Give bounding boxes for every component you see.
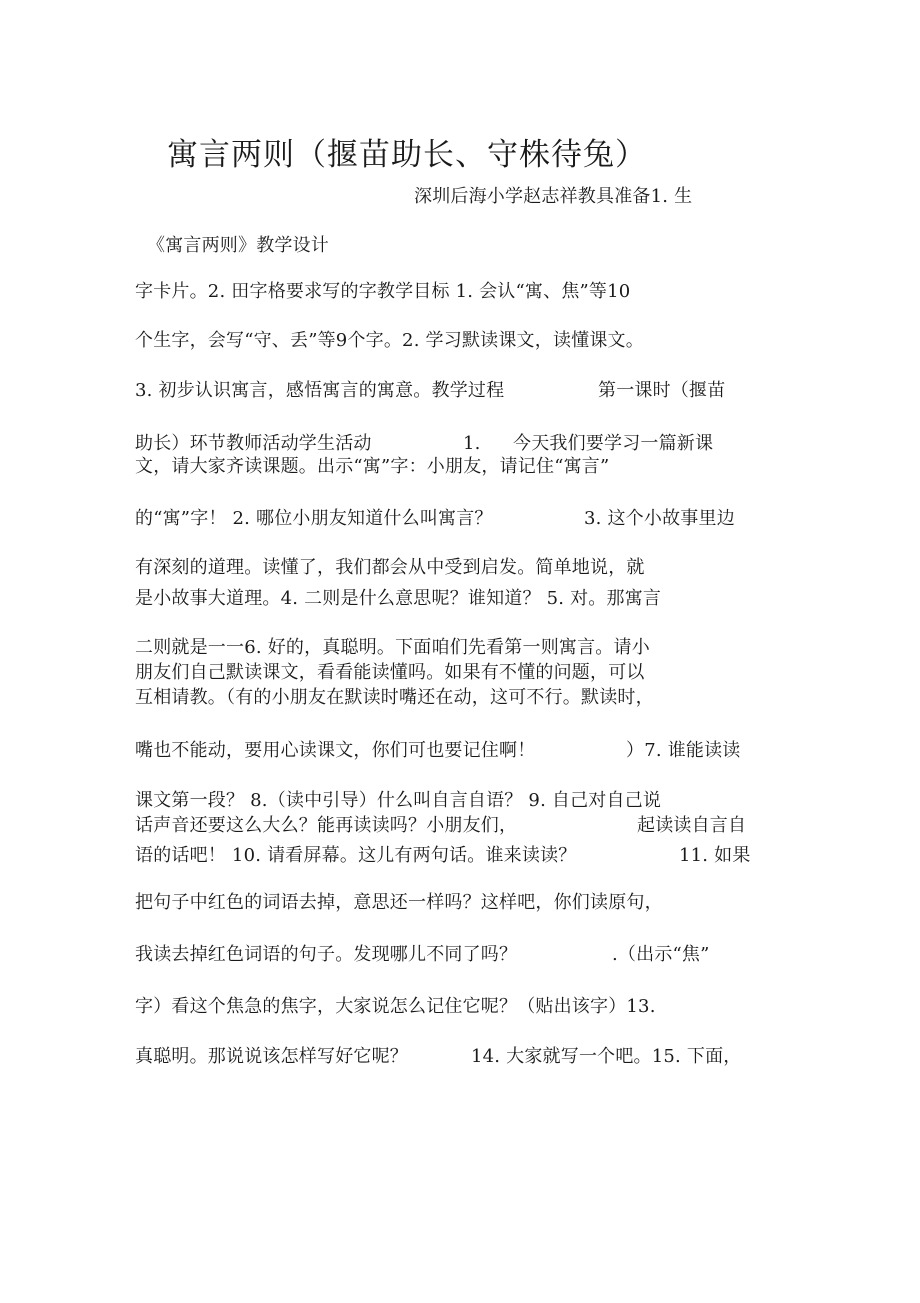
body-line: 互相请教。（有的小朋友在默读时嘴还在动，这可不行。默读时， xyxy=(135,687,654,708)
body-line: 字卡片。2. 田字格要求写的字教学目标 1. 会认“寓、焦”等10 xyxy=(135,281,631,302)
body-line: 真聪明。那说说该怎样写好它呢？ xyxy=(135,1046,408,1067)
body-line-segment: ）7. 谁能读读 xyxy=(626,740,741,761)
body-line: 二则就是一一6. 好的，真聪明。下面咱们先看第一则寓言。请小 xyxy=(135,637,650,658)
body-line: 文，请大家齐读课题。出示“寓”字：小朋友，请记住“寓言” xyxy=(135,456,610,477)
body-line: 我读去掉红色词语的句子。发现哪儿不同了吗？ xyxy=(135,944,518,965)
body-line: 是小故事大道理。4. 二则是什么意思呢？谁知道？ 5. 对。那寓言 xyxy=(135,588,662,609)
body-line: 把句子中红色的词语去掉，意思还一样吗？这样吧，你们读原句， xyxy=(135,892,663,913)
body-line-segment: 11. 如果 xyxy=(679,845,751,866)
body-line: 课文第一段？ 8.（读中引导）什么叫自言自语？ 9. 自己对自己说 xyxy=(135,790,662,811)
body-line: 字）看这个焦急的焦字，大家说怎么记住它呢？（贴出该字）13. xyxy=(135,996,656,1017)
body-line-segment: .（出示“焦” xyxy=(612,944,710,965)
body-line-segment: 今天我们要学习一篇新课 xyxy=(513,433,714,454)
author-line: 深圳后海小学赵志祥教具准备1. 生 xyxy=(414,186,693,207)
body-line-segment: 起读读自言自 xyxy=(637,815,747,836)
body-line: 语的话吧！ 10. 请看屏幕。这儿有两句话。谁来读读？ xyxy=(135,845,577,866)
body-line: 个生字，会写“守、丢”等9个字。2. 学习默读课文，读懂课文。 xyxy=(135,330,644,351)
body-line: 3. 初步认识寓言，感悟寓言的寓意。教学过程 xyxy=(135,380,505,401)
body-line-segment: 1. xyxy=(463,433,481,454)
body-line: 朋友们自己默读课文，看看能读懂吗。如果有不懂的问题，可以 xyxy=(135,662,645,683)
body-line: 有深刻的道理。读懂了，我们都会从中受到启发。简单地说，就 xyxy=(135,557,645,578)
body-line: 嘴也不能动，要用心读课文，你们可也要记住啊！ xyxy=(135,740,536,761)
section-heading: 《寓言两则》教学设计 xyxy=(147,235,329,256)
body-line: 助长）环节教师活动学生活动 xyxy=(135,433,372,454)
document-title: 寓言两则（揠苗助长、守株待兔） xyxy=(167,137,647,173)
body-line: 话声音还要这么大么？能再读读吗？小朋友们， xyxy=(135,815,518,836)
body-line-segment: 第一课时（揠苗 xyxy=(598,380,726,401)
body-line: 的“寓”字！ 2. 哪位小朋友知道什么叫寓言？ xyxy=(135,508,493,529)
body-line-segment: 14. 大家就写一个吧。15. 下面， xyxy=(471,1046,742,1067)
body-line-segment: 3. 这个小故事里边 xyxy=(584,508,735,529)
